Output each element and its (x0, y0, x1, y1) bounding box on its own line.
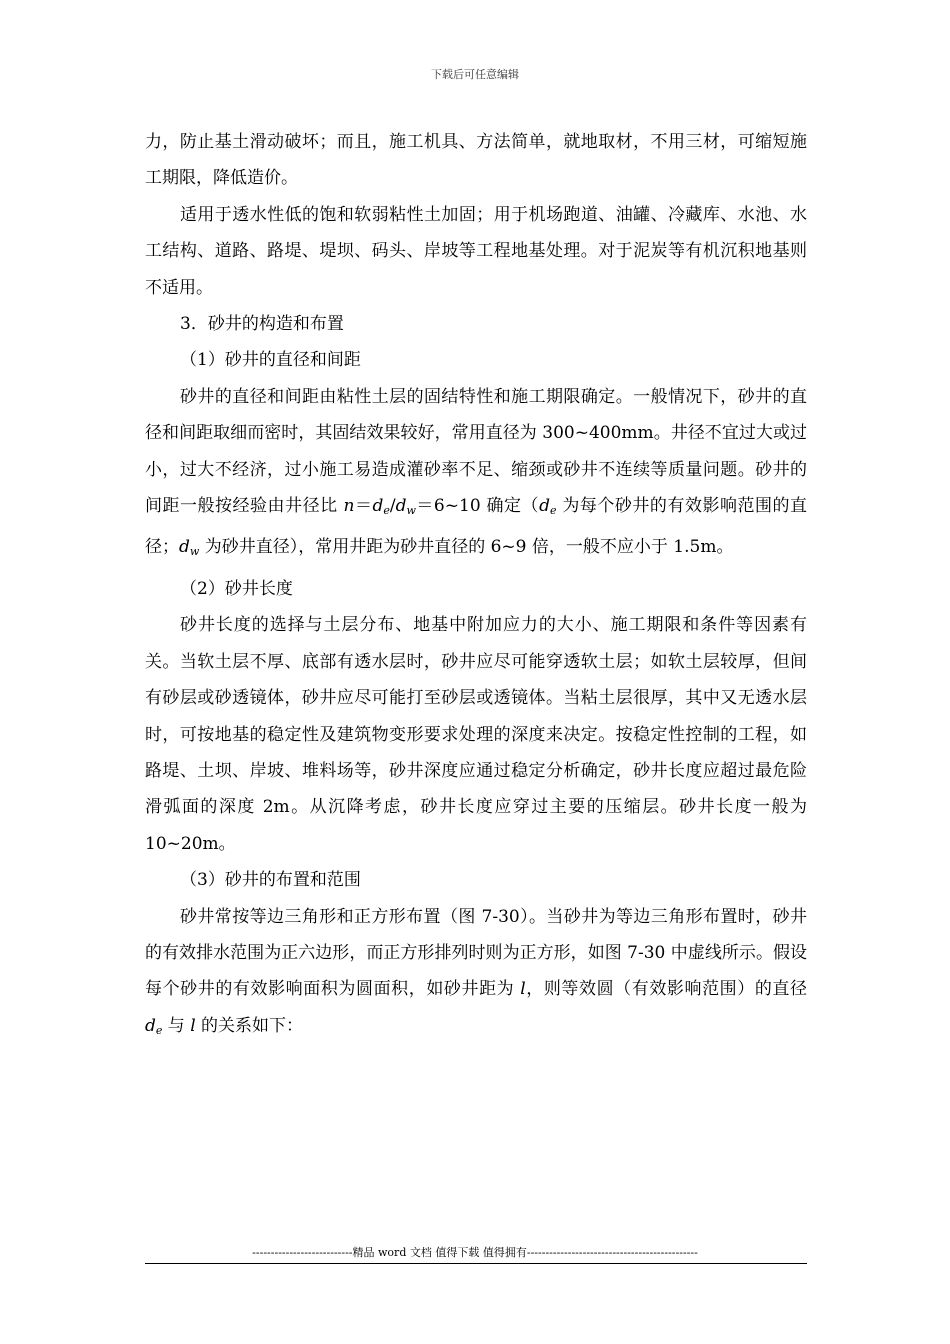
page-header: 下载后可任意编辑 (431, 68, 519, 81)
text-run: 的关系如下： (195, 1015, 304, 1036)
text-run: 与 (162, 1015, 191, 1036)
math-sub: e (549, 504, 557, 518)
text-run: 砂井常按等边三角形和正方形布置（图 7-30）。当砂井为等边三角形布置时，砂井的有效排水范围为正六边形，而正方形排列时则为正方形，如图 7-30 中虚线所示。假设每个砂井的有效影响面积为圆面积，如砂井距为 (145, 906, 807, 1000)
math-sub: w (189, 545, 200, 559)
subheading-diameter-spacing: （1）砂井的直径和间距 (180, 350, 361, 371)
math-n: n (343, 496, 355, 517)
math-d: d (395, 496, 407, 517)
text-run: ＝6~10 确定（ (415, 496, 540, 517)
text-run: 砂井的直径和间距由粘性土层的固结特性和施工期限确定。一般情况下，砂井的直径和间距取细而密时，其固结效果较好，常用直径为 300~400mm。井径不宜过大或过小，过大不经济，过小施工易造成灌砂率不足、缩颈或砂井不连续等质量问题。砂井的间距一般按经验由井径比 (145, 386, 807, 517)
text-run: 为砂井直径），常用井距为砂井直径的 6~9 倍，一般不应小于 1.5m。 (199, 537, 734, 558)
subheading-layout-range: （3）砂井的布置和范围 (180, 870, 361, 891)
math-d: d (145, 1015, 156, 1036)
paragraph-applicability: 适用于透水性低的饱和软弱粘性土加固；用于机场跑道、油罐、冷藏库、水池、水工结构、道路、路堤、堤坝、码头、岸坡等工程地基处理。对于泥炭等有机沉积地基则不适用。 (145, 204, 807, 298)
subheading-length: （2）砂井长度 (180, 578, 293, 599)
math-d: d (372, 496, 384, 517)
page-footer: ---------------------------精品 word 文档 值得下载 值得拥有---------------------------------------------- (252, 1246, 698, 1259)
text-run: ，则等效圆（有效影响范围）的直径 (525, 979, 808, 1000)
paragraph-diameter-spacing (145, 379, 807, 571)
paragraph-layout-range (145, 899, 807, 1050)
paragraph-length: 砂井长度的选择与土层分布、地基中附加应力的大小、施工期限和条件等因素有关。当软土层不厚、底部有透水层时，砂井应尽可能穿透软土层；如软土层较厚，但间有砂层或砂透镜体，砂井应尽可能打至砂层或透镜体。当粘土层很厚，其中又无透水层时，可按地基的稳定性及建筑物变形要求处理的深度来决定。按稳定性控制的工程，如路堤、土坝、岸坡、堆料场等，砂井深度应通过稳定分析确定，砂井长度应超过最危险滑弧面的深度 2m。从沉降考虑，砂井长度应穿过主要的压缩层。砂井长度一般为 10~20m。 (145, 615, 807, 854)
document-body (145, 124, 807, 1049)
math-sub: w (406, 504, 416, 518)
math-eq: ＝ (354, 496, 373, 517)
text-run: 为每个砂井的有效影响范围的直径； (145, 496, 807, 558)
math-d: d (539, 496, 550, 517)
math-slash: / (389, 496, 396, 517)
math-d: d (179, 537, 190, 558)
math-sub: e (155, 1023, 163, 1037)
math-l: l (520, 979, 526, 1000)
math-l: l (190, 1015, 196, 1036)
paragraph-continuation: 力，防止基土滑动破坏；而且，施工机具、方法简单，就地取材，不用三材，可缩短施工期限，降低造价。 (145, 132, 807, 189)
section-heading-3: 3．砂井的构造和布置 (180, 314, 344, 335)
math-sub: e (383, 504, 390, 518)
footer-rule (145, 1263, 807, 1264)
